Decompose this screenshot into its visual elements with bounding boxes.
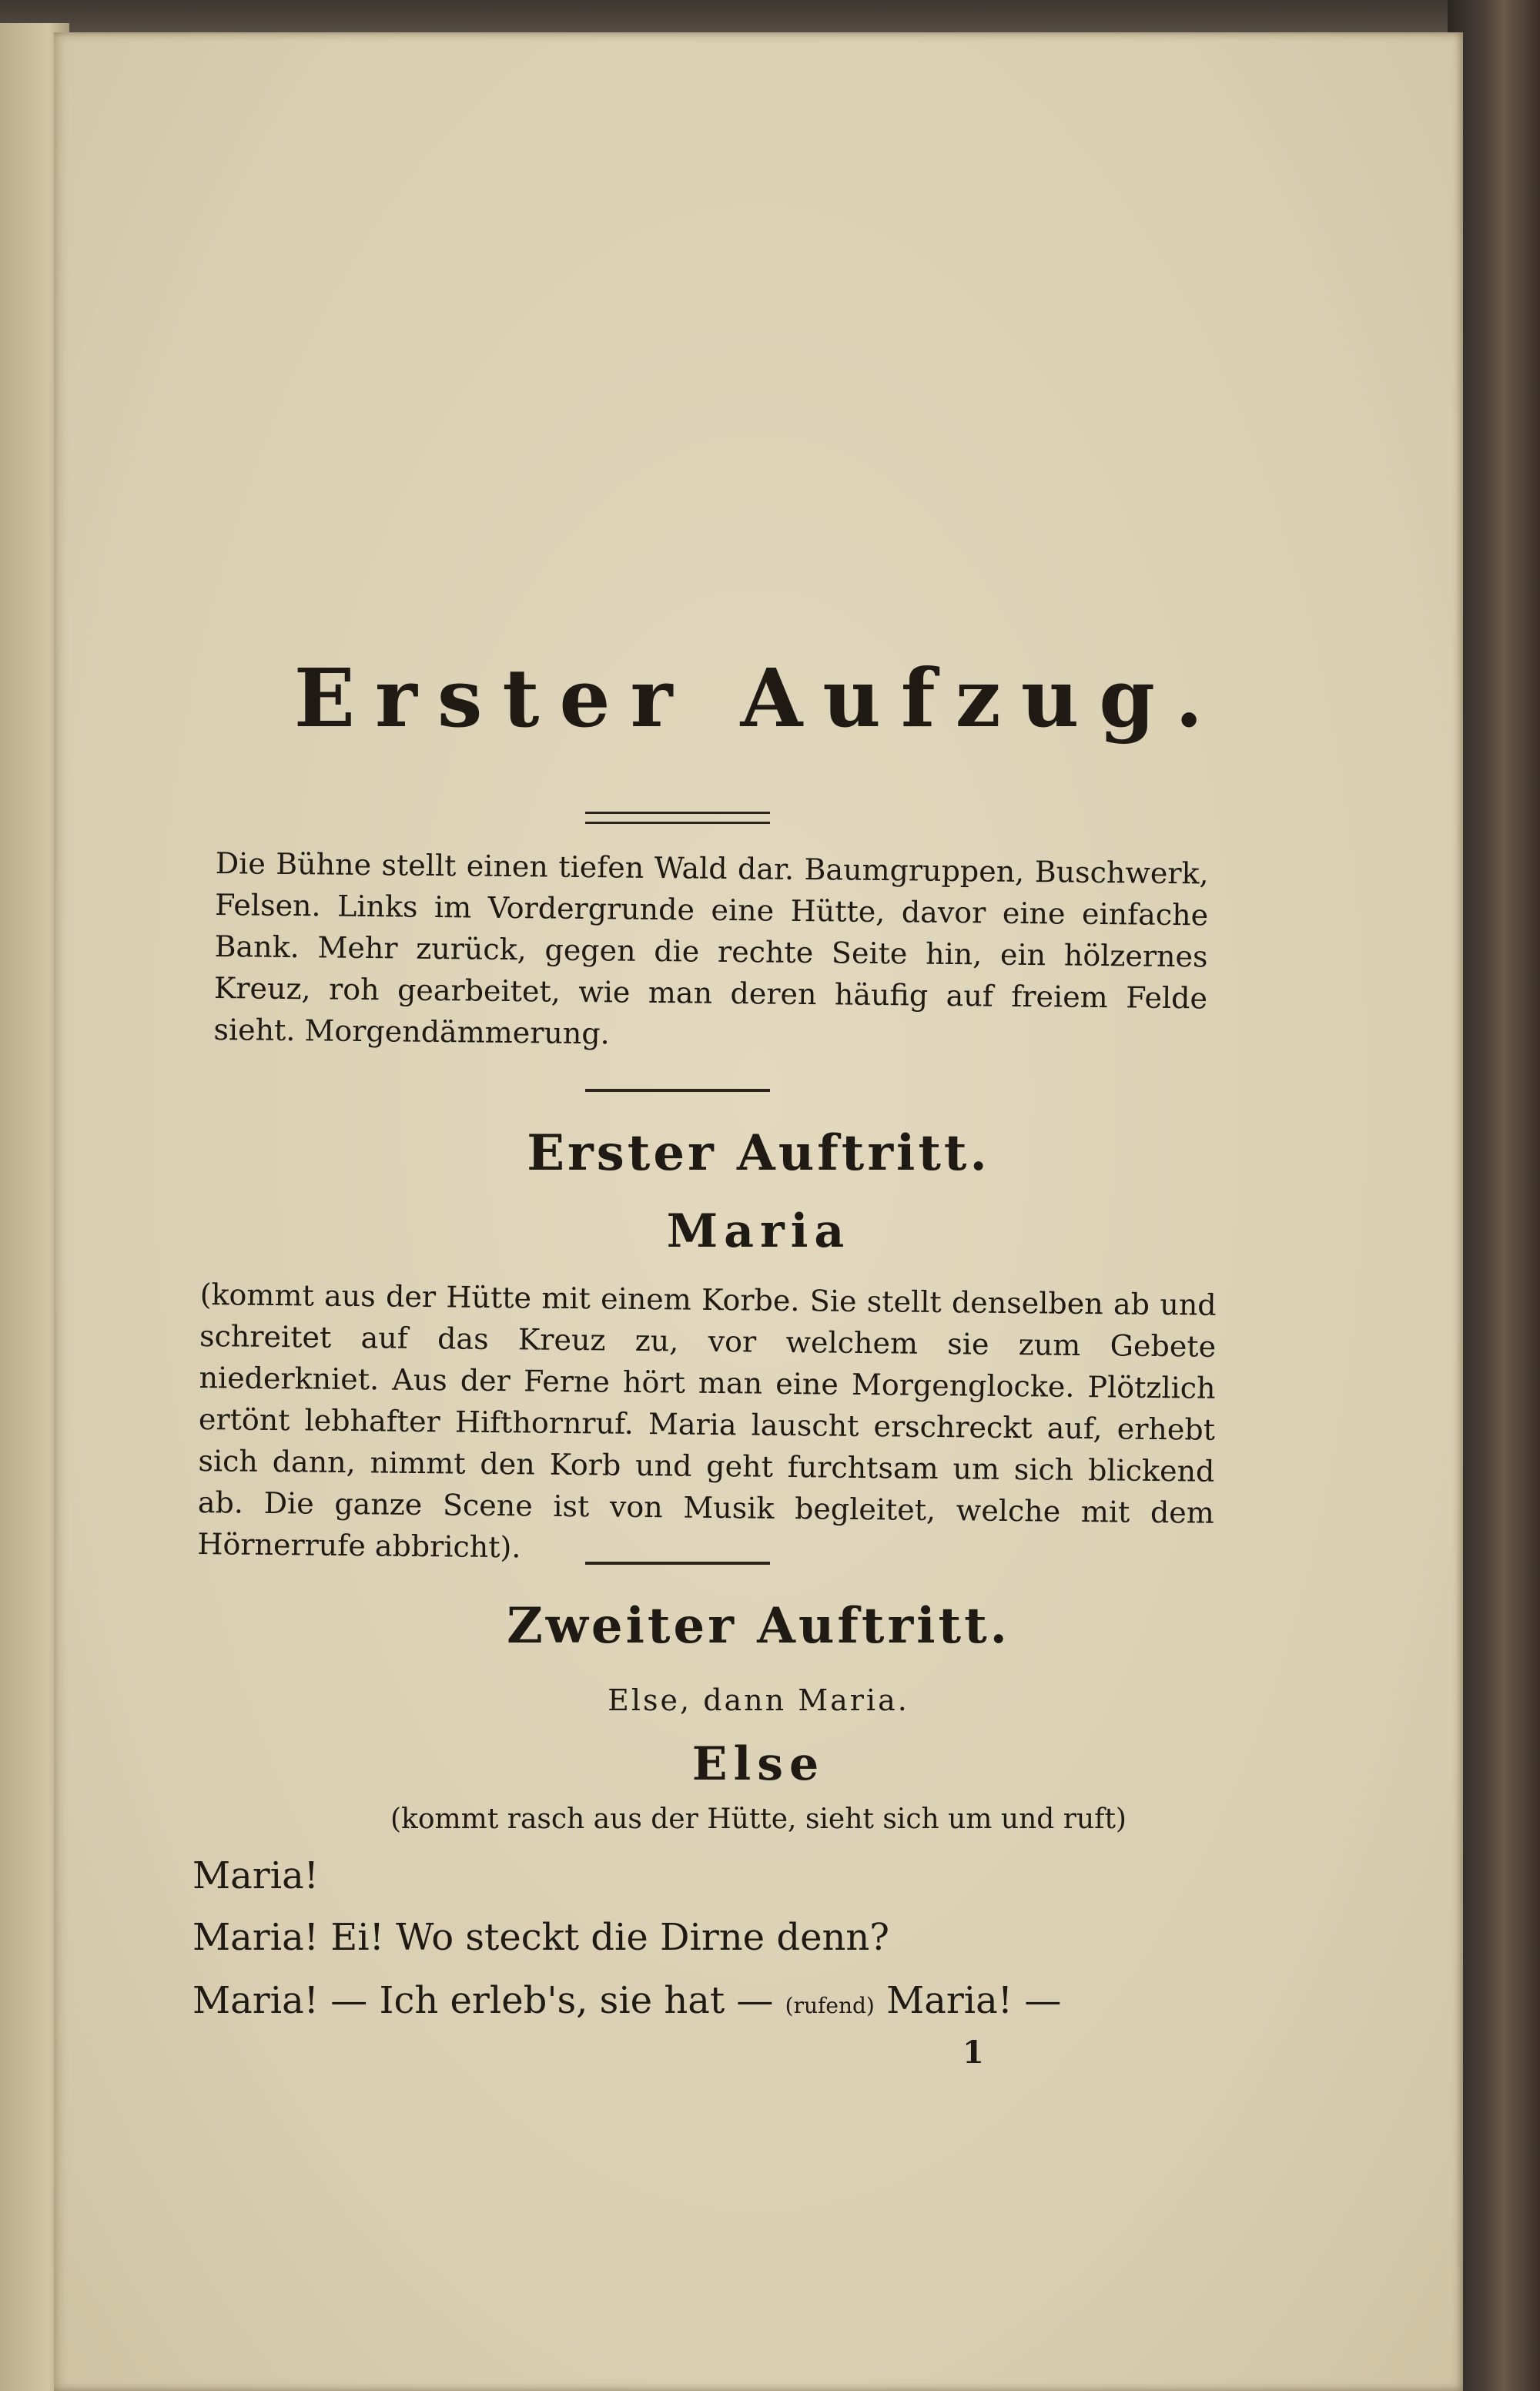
scene2-title: Zweiter Auftritt. bbox=[507, 1597, 1010, 1655]
scene2-character: Else bbox=[691, 1737, 825, 1791]
verse-line-3-direction: (rufend) bbox=[785, 1993, 875, 2018]
verse-line-2: Maria! Ei! Wo steckt die Dirne denn? bbox=[192, 1916, 890, 1959]
scene2-persons: Else, dann Maria. bbox=[608, 1683, 909, 1717]
verse-line-1: Maria! bbox=[192, 1854, 319, 1897]
scene1-direction: (kommt aus der Hütte mit einem Korbe. Sie stellt denselben ab und schreitet auf das Kreuz zu, vor welchem sie zum Gebete niederkniet. Aus der Ferne hört man eine Morgenglocke. Plötzlich ertönt lebhafter Hifthornruf. Maria lauscht erschreckt auf, erhebt sich dann, nimmt den Korb und geht furchtsam um sich blickend ab. Die ganze Scene ist von Musik begleitet, welche mit dem Hörnerrufe abbricht). bbox=[197, 1277, 1217, 1565]
page-number: 1 bbox=[962, 2034, 984, 2071]
rule-divider-2 bbox=[585, 1562, 770, 1565]
rule-divider-1 bbox=[585, 1089, 770, 1092]
scene1-title: Erster Auftritt. bbox=[527, 1124, 990, 1182]
act-title: Erster Aufzug. bbox=[293, 651, 1224, 745]
scene1-character: Maria bbox=[666, 1204, 851, 1258]
verse-line-3 bbox=[192, 1981, 1061, 2021]
stage-direction: Die Bühne stellt einen tiefen Wald dar. Baumgruppen, Buschwerk, Felsen. Links im Vordergrunde eine Hütte, davor eine einfache Bank. Mehr zurück, gegen die rechte Seite hin, ein hölzernes Kreuz, roh gearbeitet, wie man deren häufig auf freiem Felde sieht. Morgendämmerung. bbox=[213, 846, 1209, 1051]
book-page bbox=[54, 32, 1463, 2391]
scene2-direction: (kommt rasch aus der Hütte, sieht sich um und ruft) bbox=[390, 1803, 1127, 1835]
verse-line-3-part-b: Maria! — bbox=[886, 1979, 1062, 2022]
double-rule-divider bbox=[585, 812, 770, 824]
verse-line-3-part-a: Maria! — Ich erleb's, sie hat — bbox=[192, 1979, 774, 2022]
